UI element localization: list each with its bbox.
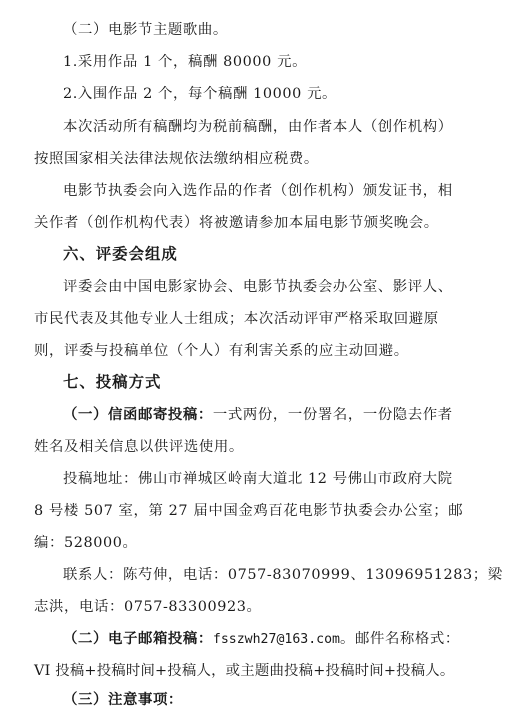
mail-submission-label: （一）信函邮寄投稿： bbox=[63, 406, 213, 423]
email-submission-line-2: VI 投稿+投稿时间+投稿人，或主题曲投稿+投稿时间+投稿人。 bbox=[34, 663, 455, 679]
mail-submission-text: 一式两份，一份署名，一份隐去作者 bbox=[212, 407, 453, 423]
jury-paragraph-line-1: 评委会由中国电影家协会、电影节执委会办公室、影评人、 bbox=[63, 279, 453, 295]
email-submission-label: （二）电子邮箱投稿： bbox=[63, 630, 213, 647]
contact-line-2: 志洪，电话：0757-83300923。 bbox=[34, 599, 262, 615]
mail-submission-line-1 bbox=[63, 405, 453, 425]
email-address: fsszwh27@163.com bbox=[212, 632, 340, 647]
contact-line-1: 联系人：陈芍伸，电话：0757-83070999、13096951283；梁 bbox=[63, 567, 503, 583]
song-heading: （二）电影节主题歌曲。 bbox=[63, 22, 228, 38]
address-line-2: 8 号楼 507 室，第 27 届中国金鸡百花电影节执委会办公室；邮 bbox=[34, 503, 464, 519]
section-6-heading: 六、评委会组成 bbox=[63, 245, 178, 263]
email-submission-line-1 bbox=[63, 629, 460, 650]
jury-paragraph-line-2: 市民代表及其他专业人士组成；本次活动评审严格采取回避原 bbox=[34, 311, 439, 327]
jury-paragraph-line-3: 则，评委与投稿单位（个人）有利害关系的应主动回避。 bbox=[34, 343, 409, 359]
address-line-3: 编：528000。 bbox=[34, 535, 138, 551]
certificate-paragraph-line-2: 关作者（创作机构代表）将被邀请参加本届电影节颁奖晚会。 bbox=[34, 215, 439, 231]
certificate-paragraph-line-1: 电影节执委会向入选作品的作者（创作机构）颁发证书，相 bbox=[63, 183, 453, 199]
email-submission-text: 。邮件名称格式： bbox=[339, 631, 460, 647]
section-7-heading: 七、投稿方式 bbox=[63, 373, 162, 391]
song-item-1: 1.采用作品 1 个，稿酬 80000 元。 bbox=[63, 54, 308, 70]
tax-paragraph-line-1: 本次活动所有稿酬均为税前稿酬，由作者本人（创作机构） bbox=[63, 119, 453, 135]
tax-paragraph-line-2: 按照国家相关法律法规依法缴纳相应税费。 bbox=[34, 151, 319, 167]
address-line-1: 投稿地址：佛山市禅城区岭南大道北 12 号佛山市政府大院 bbox=[63, 471, 453, 487]
notes-heading: （三）注意事项： bbox=[63, 691, 183, 708]
mail-submission-line-2: 姓名及相关信息以供评选使用。 bbox=[34, 439, 244, 455]
song-item-2: 2.入围作品 2 个，每个稿酬 10000 元。 bbox=[63, 86, 338, 102]
